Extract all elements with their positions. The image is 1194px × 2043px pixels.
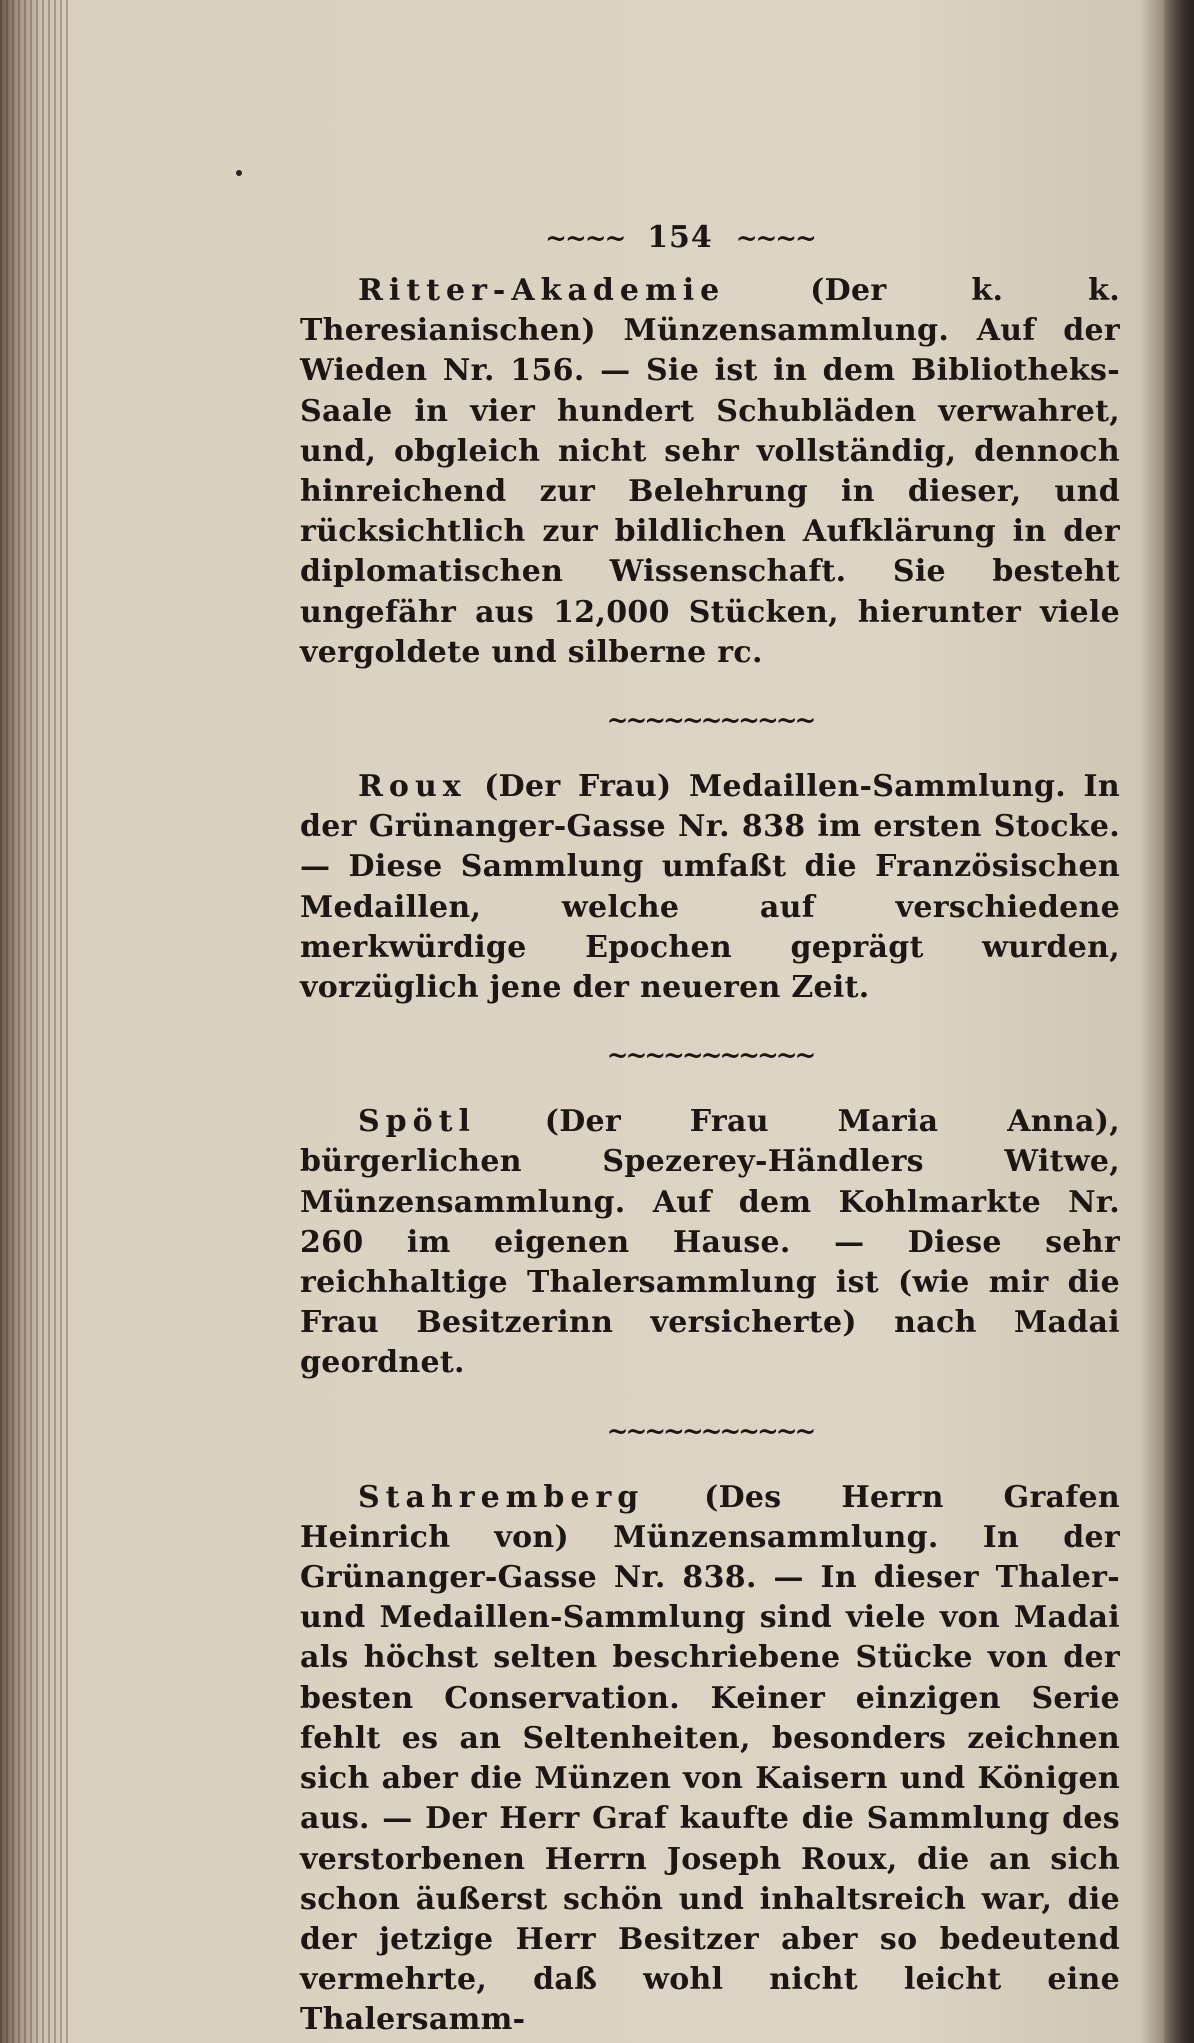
section-separator: ~~~~~~~~~~~ bbox=[606, 1416, 814, 1447]
entry-ritter-akademie bbox=[300, 271, 1120, 673]
ink-speck bbox=[236, 170, 242, 176]
page-text bbox=[300, 220, 1120, 2041]
entry-roux bbox=[300, 767, 1120, 1008]
section-separator: ~~~~~~~~~~~ bbox=[606, 706, 814, 737]
entry-head: Roux bbox=[358, 769, 467, 805]
entry-head: Stahremberg bbox=[358, 1479, 645, 1515]
entry-text: (Der Frau Maria Anna), bürgerlichen Spezerey-Händlers Witwe, Münzensammlung. Auf dem Kohlmarkte Nr. 260 im eigenen Hause. — Diese sehr reichhaltige Thalersammlung ist (wie mir die Frau Besitzerinn versicherte) nach Madai geordnet. bbox=[300, 1104, 1120, 1381]
page-number: 154 bbox=[647, 220, 713, 255]
entry-text: (Des Herrn Grafen Heinrich von) Münzensammlung. In der Grünanger-Gasse Nr. 838. — In dieser Thaler- und Medaillen-Sammlung sind viele von Madai als höchst selten beschriebene Stücke von der besten Conservation. Keiner einzigen Serie fehlt es an Seltenheiten, besonders zeichnen sich aber die Münzen von Kaisern und Königen aus. — Der Herr Graf kaufte die Sammlung des verstorbenen Herrn Joseph Roux, die an sich schon äußerst schön und inhaltsreich war, die der jetzige Herr Besitzer aber so bedeutend vermehrte, daß wohl nicht leicht eine Thalersamm- bbox=[300, 1479, 1120, 2038]
entry-text: (Der k. k. Theresianischen) Münzensammlung. Auf der Wieden Nr. 156. — Sie ist in dem Bibliotheks-Saale in vier hundert Schubläden verwahret, und, obgleich nicht sehr vollständig, dennoch hinreichend zur Belehrung in dieser, und rücksichtlich zur bildlichen Aufklärung in der diplomatischen Wissenschaft. Sie besteht ungefähr aus 12,000 Stücken, hierunter viele vergoldete und silberne rc. bbox=[300, 273, 1120, 670]
binding-shadow bbox=[1164, 0, 1194, 2043]
entry-head: Spötl bbox=[358, 1104, 476, 1140]
page-edges bbox=[0, 0, 70, 2043]
entry-spoetl bbox=[300, 1102, 1120, 1383]
header-ornament-left: ~~~~ bbox=[545, 224, 625, 254]
page-header bbox=[240, 220, 1120, 255]
entry-stahremberg bbox=[300, 1478, 1120, 2041]
header-ornament-right: ~~~~ bbox=[735, 224, 815, 254]
entry-text: (Der Frau) Medaillen-Sammlung. In der Grünanger-Gasse Nr. 838 im ersten Stocke. — Diese Sammlung umfaßt die Französischen Medaillen, welche auf verschiedene merkwürdige Epochen geprägt wurden, vorzüglich jene der neueren Zeit. bbox=[300, 769, 1120, 1006]
entry-head: Ritter-Akademie bbox=[358, 273, 726, 308]
section-separator: ~~~~~~~~~~~ bbox=[606, 1041, 814, 1072]
